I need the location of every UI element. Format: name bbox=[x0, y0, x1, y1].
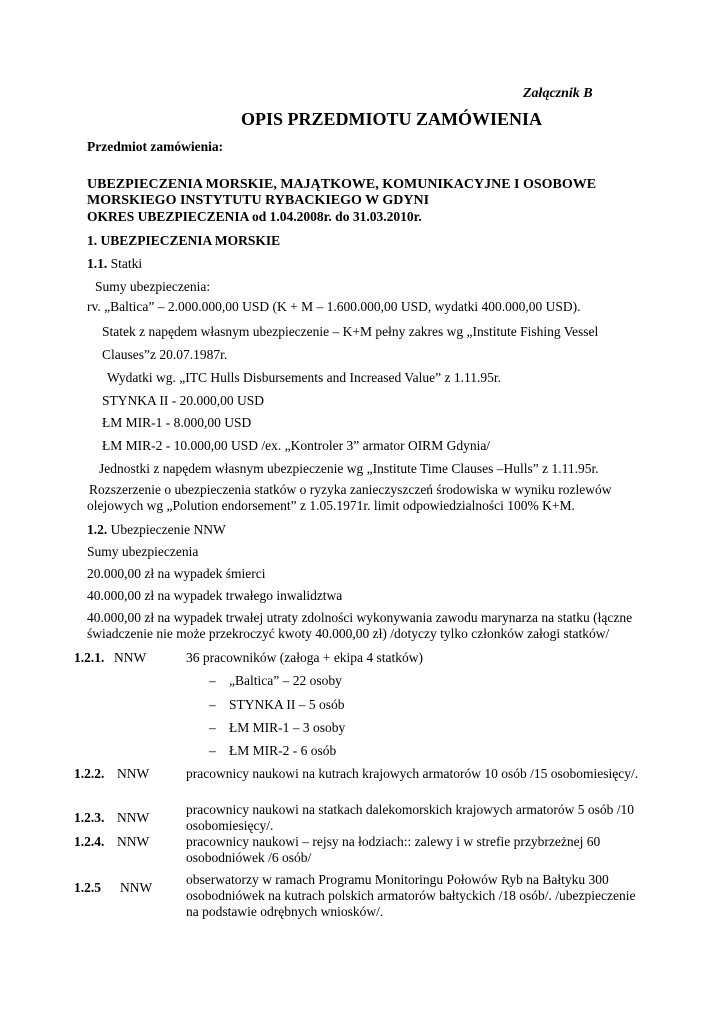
item-1-2-5-number: 1.2.5 bbox=[74, 880, 101, 895]
mir1-sum: ŁM MIR-1 - 8.000,00 USD bbox=[102, 415, 252, 430]
section-1-1-heading bbox=[87, 256, 142, 272]
item-1-2-5-desc-line-1: obserwatorzy w ramach Programu Monitoringu Połowów Ryb na Bałtyku 300 bbox=[186, 872, 609, 887]
section-title: Ubezpieczenie NNW bbox=[110, 522, 226, 537]
item-1-2-1-type: NNW bbox=[114, 650, 147, 665]
crew-list-item bbox=[209, 673, 342, 689]
statek-coverage-line-1: Statek z napędem własnym ubezpieczenie – K+M pełny zakres wg „Institute Fishing Vessel bbox=[102, 324, 599, 339]
statek-coverage-line-2: Clauses”z 20.07.1987r. bbox=[102, 347, 228, 362]
crew-text: „Baltica” – 22 osoby bbox=[229, 673, 342, 688]
loss-benefit-line-2: świadczenie nie może przekroczyć kwoty 40.000,00 zł) /dotyczy tylko członków załogi statków/ bbox=[87, 626, 610, 641]
item-1-2-3-type: NNW bbox=[117, 810, 150, 825]
rozszerzenie-line-2: olejowych wg „Polution endorsement” z 1.05.1971r. limit odpowiedzialności 100% K+M. bbox=[87, 498, 575, 513]
item-1-2-1-desc: 36 pracowników (załoga + ekipa 4 statków) bbox=[186, 650, 424, 665]
dash-bullet: – bbox=[209, 743, 216, 758]
heading-line-2: MORSKIEGO INSTYTUTU RYBACKIEGO W GDYNI bbox=[87, 193, 430, 208]
crew-text: STYNKA II – 5 osób bbox=[229, 697, 345, 712]
item-1-2-5-desc-line-2: osobodniówek na kutrach polskich armatorów bałtyckich /18 osób/. /ubezpieczenie bbox=[186, 888, 636, 903]
item-1-2-4-desc-line-1: pracownicy naukowi – rejsy na łodziach:: zalewy i w strefie przybrzeżnej 60 bbox=[186, 834, 601, 849]
item-1-2-5-desc-line-3: na podstawie odrębnych wniosków/. bbox=[186, 904, 384, 919]
crew-list-item bbox=[209, 720, 345, 736]
item-1-2-3-desc-line-2: osobomiesięcy/. bbox=[186, 818, 274, 833]
dash-bullet: – bbox=[209, 720, 216, 735]
annex-label: Załącznik B bbox=[523, 86, 593, 101]
item-1-2-2-number: 1.2.2. bbox=[74, 766, 105, 781]
section-1-title: 1. UBEZPIECZENIA MORSKIE bbox=[87, 233, 281, 248]
item-1-2-1-number: 1.2.1. bbox=[74, 650, 105, 665]
crew-text: ŁM MIR-1 – 3 osoby bbox=[229, 720, 346, 735]
crew-list-item bbox=[209, 697, 345, 713]
mir2-sum: ŁM MIR-2 - 10.000,00 USD /ex. „Kontroler 3” armator OIRM Gdynia/ bbox=[102, 438, 491, 453]
jednostki-line: Jednostki z napędem własnym ubezpieczenie wg „Institute Time Clauses –Hulls” z 1.11.95r. bbox=[99, 461, 599, 476]
item-1-2-4-desc-line-2: osobodniówek /6 osób/ bbox=[186, 850, 312, 865]
rozszerzenie-line-1: Rozszerzenie o ubezpieczenia statków o ryzyka zanieczyszczeń środowiska w wyniku rozlewów bbox=[89, 482, 612, 497]
item-1-2-3-desc-line-1: pracownicy naukowi na statkach dalekomorskich krajowych armatorów 5 osób /10 bbox=[186, 802, 634, 817]
item-1-2-2-desc: pracownicy naukowi na kutrach krajowych armatorów 10 osób /15 osobomiesięcy/. bbox=[186, 766, 639, 781]
item-1-2-2-type: NNW bbox=[117, 766, 150, 781]
insurance-period: OKRES UBEZPIECZENIA od 1.04.2008r. do 31.03.2010r. bbox=[87, 209, 422, 224]
crew-text: ŁM MIR-2 - 6 osób bbox=[229, 743, 337, 758]
item-1-2-4-type: NNW bbox=[117, 834, 150, 849]
heading-line-1: UBEZPIECZENIA MORSKIE, MAJĄTKOWE, KOMUNIKACYJNE I OSOBOWE bbox=[87, 177, 597, 192]
document-title: OPIS PRZEDMIOTU ZAMÓWIENIA bbox=[241, 109, 543, 129]
item-1-2-3-number: 1.2.3. bbox=[74, 810, 105, 825]
item-1-2-5-type: NNW bbox=[120, 880, 153, 895]
section-number: 1.2. bbox=[87, 522, 108, 537]
nnw-sums-label: Sumy ubezpieczenia bbox=[87, 544, 199, 559]
disability-benefit: 40.000,00 zł na wypadek trwałego inwalidztwa bbox=[87, 588, 343, 603]
wydatki-line: Wydatki wg. „ITC Hulls Disbursements and Increased Value” z 1.11.95r. bbox=[107, 370, 501, 385]
section-title: Statki bbox=[110, 256, 143, 271]
subject-label: Przedmiot zamówienia: bbox=[87, 139, 224, 154]
crew-list-item bbox=[209, 743, 336, 759]
section-1-2-heading bbox=[87, 522, 226, 538]
stynka-sum: STYNKA II - 20.000,00 USD bbox=[102, 393, 264, 408]
baltica-sum: rv. „Baltica” – 2.000.000,00 USD (K + M – 1.600.000,00 USD, wydatki 400.000,00 USD). bbox=[87, 299, 581, 314]
dash-bullet: – bbox=[209, 673, 216, 688]
death-benefit: 20.000,00 zł na wypadek śmierci bbox=[87, 566, 266, 581]
dash-bullet: – bbox=[209, 697, 216, 712]
loss-benefit-line-1: 40.000,00 zł na wypadek trwałej utraty zdolności wykonywania zawodu marynarza na statku (łączne bbox=[87, 610, 633, 625]
section-number: 1.1. bbox=[87, 256, 108, 271]
item-1-2-4-number: 1.2.4. bbox=[74, 834, 105, 849]
sums-label: Sumy ubezpieczenia: bbox=[95, 279, 211, 294]
